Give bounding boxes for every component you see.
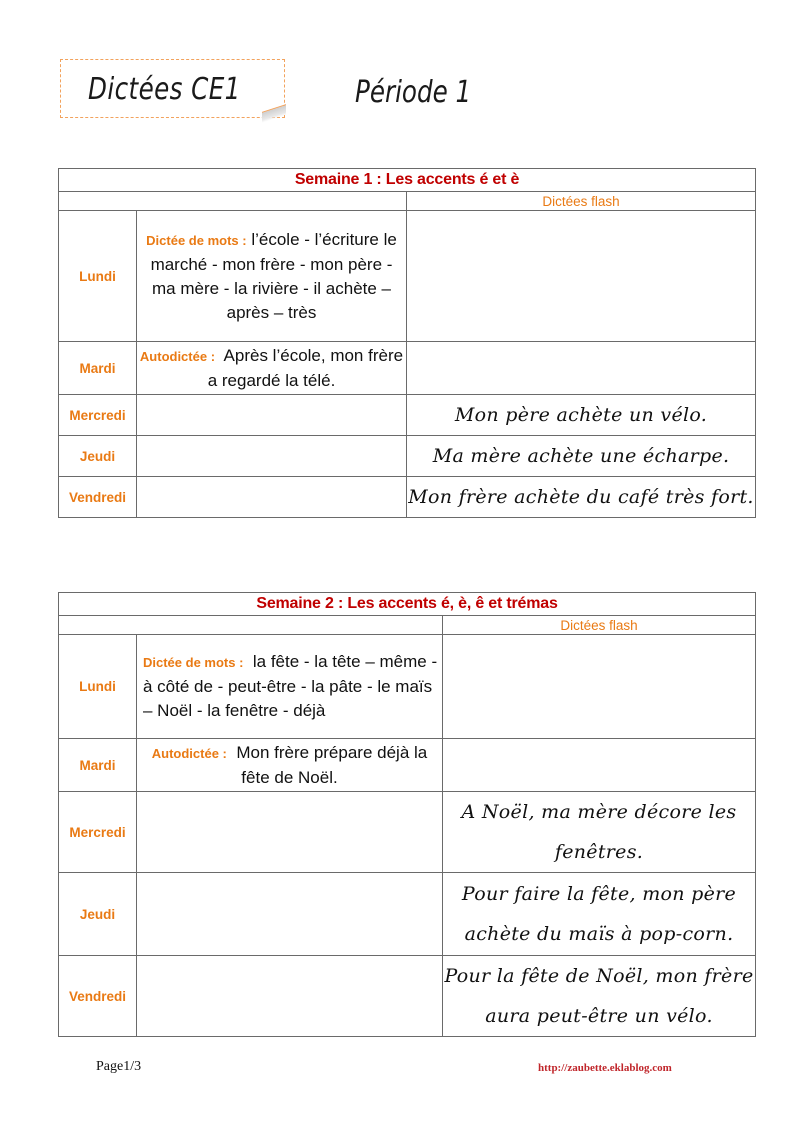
empty-cell (137, 792, 443, 873)
day-label: Jeudi (59, 436, 137, 477)
period-title: Période 1 (355, 75, 472, 110)
dictation-text: Mon frère prépare déjà la fête de Noël. (236, 742, 428, 787)
document-title: Dictées CE1 (88, 72, 241, 107)
dictation-text: la fête - la tête – même - à côté de - peut-être - la pâte - le maïs – Noël - la fenêtre - déjà (143, 652, 438, 720)
empty-cell (137, 873, 443, 956)
week-title: Semaine 1 : Les accents é et è (59, 169, 756, 192)
flash-header: Dictées flash (407, 192, 756, 211)
table-row (59, 956, 756, 1037)
week-title: Semaine 2 : Les accents é, è, ê et trémas (59, 593, 756, 616)
day-label: Vendredi (59, 477, 137, 518)
table-row (59, 873, 756, 956)
flash-dictation-cell: Ma mère achète une écharpe. (407, 436, 756, 477)
dictation-type-label: Autodictée : (139, 348, 216, 364)
flash-dictation-cell (443, 739, 756, 792)
flash-dictation-cell: A Noël, ma mère décore les fenêtres. (443, 792, 756, 873)
table-row (59, 635, 756, 739)
day-label: Mardi (59, 342, 137, 395)
day-label: Lundi (59, 211, 137, 342)
table-row (59, 436, 756, 477)
day-label: Lundi (59, 635, 137, 739)
flash-dictation-cell (407, 211, 756, 342)
table-row (59, 739, 756, 792)
footer-link[interactable]: http://zaubette.eklablog.com (538, 1062, 672, 1074)
week-1-table (58, 168, 756, 518)
day-label: Mercredi (59, 395, 137, 436)
flash-dictation-cell: Mon frère achète du café très fort. (407, 477, 756, 518)
flash-dictation-cell (407, 342, 756, 395)
day-label: Vendredi (59, 956, 137, 1037)
dictation-text: l’école - l’écriture le marché - mon frère - mon père - ma mère - la rivière - il achète – après – très (150, 229, 397, 322)
flash-dictation-cell (443, 635, 756, 739)
flash-dictation-cell: Pour faire la fête, mon père achète du maïs à pop-corn. (443, 873, 756, 956)
page-number: Page1/3 (96, 1059, 142, 1074)
dictation-type-label: Dictée de mots : (143, 655, 244, 670)
auto-dictation-cell (137, 342, 407, 395)
table-row (59, 792, 756, 873)
empty-cell (137, 956, 443, 1037)
day-label: Mardi (59, 739, 137, 792)
day-label: Mercredi (59, 792, 137, 873)
page-curl-decoration (262, 104, 286, 123)
dictation-type-label: Autodictée : (151, 745, 227, 761)
table-row (59, 477, 756, 518)
word-dictation-cell (137, 211, 407, 342)
empty-cell (137, 477, 407, 518)
dictation-text: Après l’école, mon frère a regardé la télé. (207, 345, 404, 390)
flash-header: Dictées flash (443, 616, 756, 635)
day-label: Jeudi (59, 873, 137, 956)
empty-cell (137, 395, 407, 436)
word-dictation-cell (137, 635, 443, 739)
header-blank-cell (59, 192, 407, 211)
dictation-type-label: Dictée de mots : (146, 232, 247, 248)
table-row (59, 342, 756, 395)
table-row (59, 211, 756, 342)
empty-cell (137, 436, 407, 477)
table-row (59, 395, 756, 436)
auto-dictation-cell (137, 739, 443, 792)
flash-dictation-cell: Pour la fête de Noël, mon frère aura peut-être un vélo. (443, 956, 756, 1037)
header-blank-cell (59, 616, 443, 635)
week-2-table (58, 592, 756, 1037)
flash-dictation-cell: Mon père achète un vélo. (407, 395, 756, 436)
